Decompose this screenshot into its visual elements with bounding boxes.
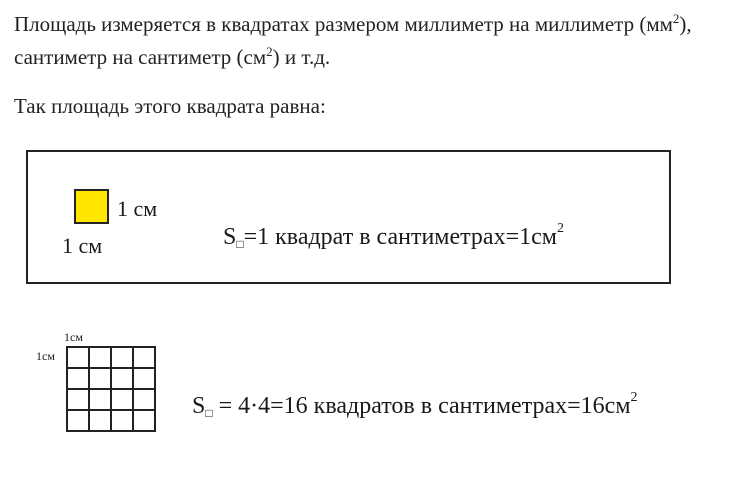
grid-row (67, 368, 155, 389)
grid-row (67, 410, 155, 431)
lead-in-sentence: Так площадь этого квадрата равна: (14, 94, 326, 118)
intro-text-c: ) и т.д. (272, 45, 331, 69)
unit-grid (66, 346, 156, 432)
superscript-2: 2 (556, 221, 564, 236)
side-label-right: 1 см (117, 196, 158, 221)
superscript-2: 2 (266, 44, 273, 59)
grid-cell (111, 368, 133, 389)
superscript-2: 2 (630, 390, 638, 405)
grid-table (66, 346, 156, 432)
intro-text-a: Площадь измеряется в квадратах размером миллиметр на миллиметр (мм (14, 12, 673, 36)
grid-cell (111, 347, 133, 368)
area-formula-2 (192, 386, 638, 425)
grid-cell (133, 389, 155, 410)
side-label-bottom: 1 см (62, 233, 103, 258)
grid-cell (89, 368, 111, 389)
intro-paragraph (14, 8, 724, 74)
grid-row (67, 347, 155, 368)
grid-cell (89, 389, 111, 410)
grid-cell (89, 347, 111, 368)
grid-cell (133, 368, 155, 389)
square-subscript: □ (236, 237, 244, 251)
area-formula-1 (223, 217, 564, 256)
grid-cell (111, 410, 133, 431)
square-subscript: □ (205, 406, 213, 420)
grid-cell (89, 410, 111, 431)
area-symbol: S (223, 224, 237, 250)
example-frame (26, 150, 671, 284)
grid-cell (111, 389, 133, 410)
grid-label-top: 1см (64, 330, 83, 344)
grid-row (67, 389, 155, 410)
formula-body: =1 квадрат в сантиметрах=1см (243, 224, 557, 250)
formula-body: = 4·4=16 квадратов в сантиметрах=16см (212, 393, 631, 419)
grid-cell (67, 389, 89, 410)
intro-text-b: ), сантиметр на сантиметр (см (14, 12, 692, 69)
grid-cell (67, 347, 89, 368)
yellow-square (74, 189, 109, 224)
area-symbol: S (192, 393, 206, 419)
grid-cell (67, 410, 89, 431)
grid-cell (133, 347, 155, 368)
superscript-2: 2 (672, 11, 680, 26)
grid-cell (67, 368, 89, 389)
grid-cell (133, 410, 155, 431)
grid-label-left: 1см (36, 349, 55, 363)
